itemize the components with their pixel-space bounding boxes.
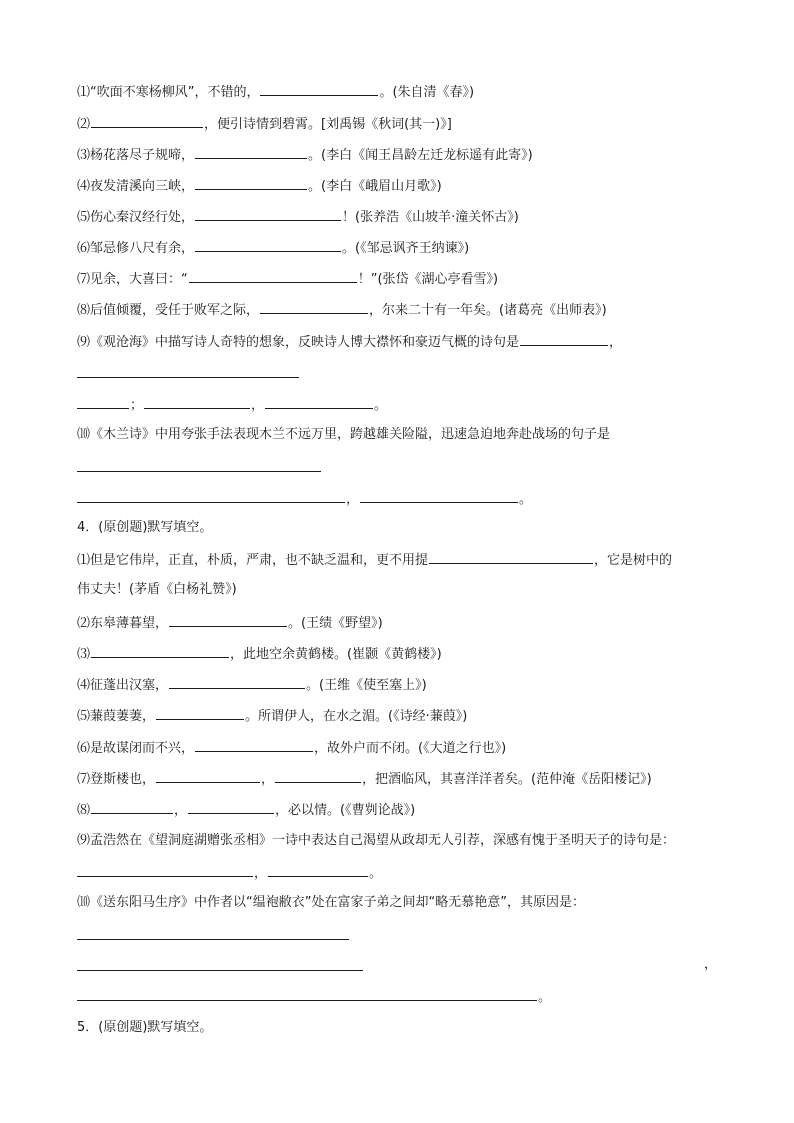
prompt-text: ⑼《观沧海》中描写诗人奇特的想象，反映诗人博大襟怀和豪迈气概的诗句是 [77,335,520,350]
q4-item-2 [77,612,383,632]
source-text: 。(王绩《野望》) [288,616,383,631]
answer-blank[interactable] [77,377,299,378]
prompt-text: ⑷夜发清溪向三峡， [77,179,195,194]
answer-blank[interactable] [169,612,287,627]
q3-item-10 [77,425,610,445]
prompt-text: ⑵东皋薄暮望， [77,616,169,631]
answer-blank[interactable] [260,299,368,314]
q3-item-4 [77,175,442,195]
q3-item-9-cont [77,394,387,414]
q4-item-7 [77,768,652,788]
q4-item-9-cont [77,862,382,882]
q4-item-6 [77,737,506,757]
prompt-text: ⑻ [77,803,91,818]
prompt-text: ⑴“吹面不寒杨柳风”，不错的， [77,85,260,100]
answer-blank[interactable] [265,394,373,409]
answer-blank[interactable] [91,113,203,128]
prompt-text: ⑸蒹葭萋萋， [77,709,156,724]
source-text: ，尔来二十有一年矣。(诸葛亮《出师表》) [369,303,607,318]
source-text: 。(《邹忌讽齐王纳谏》) [342,241,470,256]
answer-blank[interactable] [268,862,368,877]
answer-blank[interactable] [156,705,244,720]
source-text: 。(李白《闻王昌龄左迁龙标遥有此寄》) [308,148,533,163]
answer-blank[interactable] [77,986,537,1001]
prompt-text: ⑴但是它伟岸，正直，朴质，严肃，也不缺乏温和，更不用提 [77,553,429,568]
answer-blank[interactable] [195,144,307,159]
punctuation: ， [251,398,265,413]
q3-item-9 [77,331,622,351]
q4-item-5 [77,705,467,725]
answer-blank[interactable] [91,643,229,658]
source-text: ！(张养浩《山坡羊·潼关怀古》) [342,210,519,225]
q3-item-6 [77,237,469,257]
prompt-text: ⑻后值倾覆，受任于败军之际， [77,303,260,318]
q4-item-1 [77,549,672,569]
prompt-text: ，它是树中的 [594,553,673,568]
source-text: 。(王维《使至塞上》) [306,678,427,693]
source-text: 。所谓伊人，在水之湄。(《诗经·蒹葭》) [245,709,468,724]
punctuation: ， [254,866,268,881]
q4-item-3 [77,643,442,663]
source-text: 。(朱自清《春》) [379,85,475,100]
prompt-text: ⑽《送东阳马生序》中作者以“缊袍敝衣”处在富家子弟之间却“略无慕艳意”，其原因是： [77,895,585,910]
answer-blank[interactable] [195,206,341,221]
q3-item-5 [77,206,519,226]
q3-item-1 [77,81,474,101]
q4-heading: 4．(原创题)默写填空。 [77,520,213,535]
answer-blank[interactable] [77,862,253,877]
answer-blank[interactable] [188,799,274,814]
prompt-text: ⑽《木兰诗》中用夸张手法表现木兰不远万里，跨越雄关险隘，迅速急迫地奔赴战场的句子是 [77,427,611,442]
source-text: ，必以情。(《曹刿论战》) [275,803,416,818]
answer-blank[interactable] [77,970,363,971]
q4-item-4 [77,674,427,694]
prompt-text: ⑶杨花落尽子规啼， [77,148,195,163]
source-text: ！”(张岱《湖心亭看雪》) [357,272,499,287]
q4-item-10-cont [77,986,551,1006]
prompt-text: ⑸伤心秦汉经行处， [77,210,195,225]
answer-blank[interactable] [156,768,260,783]
q4-item-1-cont [77,580,237,600]
source-text: ，便引诗情到碧霄。[刘禹锡《秋词(其一)》] [204,117,452,132]
prompt-text: ⑹邹忌修八尺有余， [77,241,195,256]
punctuation: 。 [519,492,533,507]
answer-blank[interactable] [91,799,173,814]
source-text: 。(李白《峨眉山月歌》) [308,179,442,194]
punctuation: 。 [538,990,552,1005]
answer-blank[interactable] [429,549,593,564]
q3-item-7 [77,268,498,288]
answer-blank[interactable] [260,81,378,96]
answer-blank[interactable] [77,394,129,409]
q4-item-10-comma: ， [704,957,718,972]
q3-item-10-cont [77,488,532,508]
answer-blank[interactable] [189,268,357,283]
punctuation: ； [130,398,144,413]
answer-blank[interactable] [169,674,305,689]
q4-item-8 [77,799,415,819]
prompt-text: ⑺登斯楼也， [77,772,156,787]
answer-blank[interactable] [195,237,341,252]
source-text: ，故外户而不闭。(《大道之行也》) [314,741,507,756]
answer-blank[interactable] [195,737,313,752]
prompt-text: ⑵ [77,117,91,132]
prompt-text: ⑹是故谋闭而不兴， [77,741,195,756]
source-text: 伟丈夫！(茅盾《白杨礼赞》) [77,582,237,597]
answer-blank[interactable] [77,488,345,503]
source-text: ，把酒临风，其喜洋洋者矣。(范仲淹《岳阳楼记》) [362,772,652,787]
answer-blank[interactable] [520,331,608,346]
punctuation: 。 [369,866,383,881]
punctuation: 。 [374,398,388,413]
q3-item-3 [77,144,533,164]
prompt-text: ⑶ [77,647,91,662]
prompt-text: ⑺见余，大喜曰：“ [77,272,188,287]
prompt-text: ⑷征蓬出汉塞， [77,678,169,693]
punctuation: ， [261,772,275,787]
punctuation: ， [609,335,623,350]
answer-blank[interactable] [275,768,361,783]
q3-item-2 [77,113,452,133]
answer-blank[interactable] [195,175,307,190]
punctuation: ， [174,803,188,818]
answer-blank[interactable] [77,471,321,472]
source-text: ，此地空余黄鹤楼。(崔颢《黄鹤楼》) [230,647,442,662]
q5-heading: 5．(原创题)默写填空。 [77,1020,213,1035]
answer-blank[interactable] [144,394,250,409]
answer-blank[interactable] [360,488,518,503]
q4-item-9 [77,831,675,851]
q4-item-10 [77,893,585,913]
q3-item-8 [77,299,607,319]
answer-blank[interactable] [77,939,349,940]
prompt-text: ⑼孟浩然在《望洞庭湖赠张丞相》一诗中表达自己渴望从政却无人引荐，深感有愧于圣明天子的诗句是： [77,833,676,848]
punctuation: ， [346,492,360,507]
